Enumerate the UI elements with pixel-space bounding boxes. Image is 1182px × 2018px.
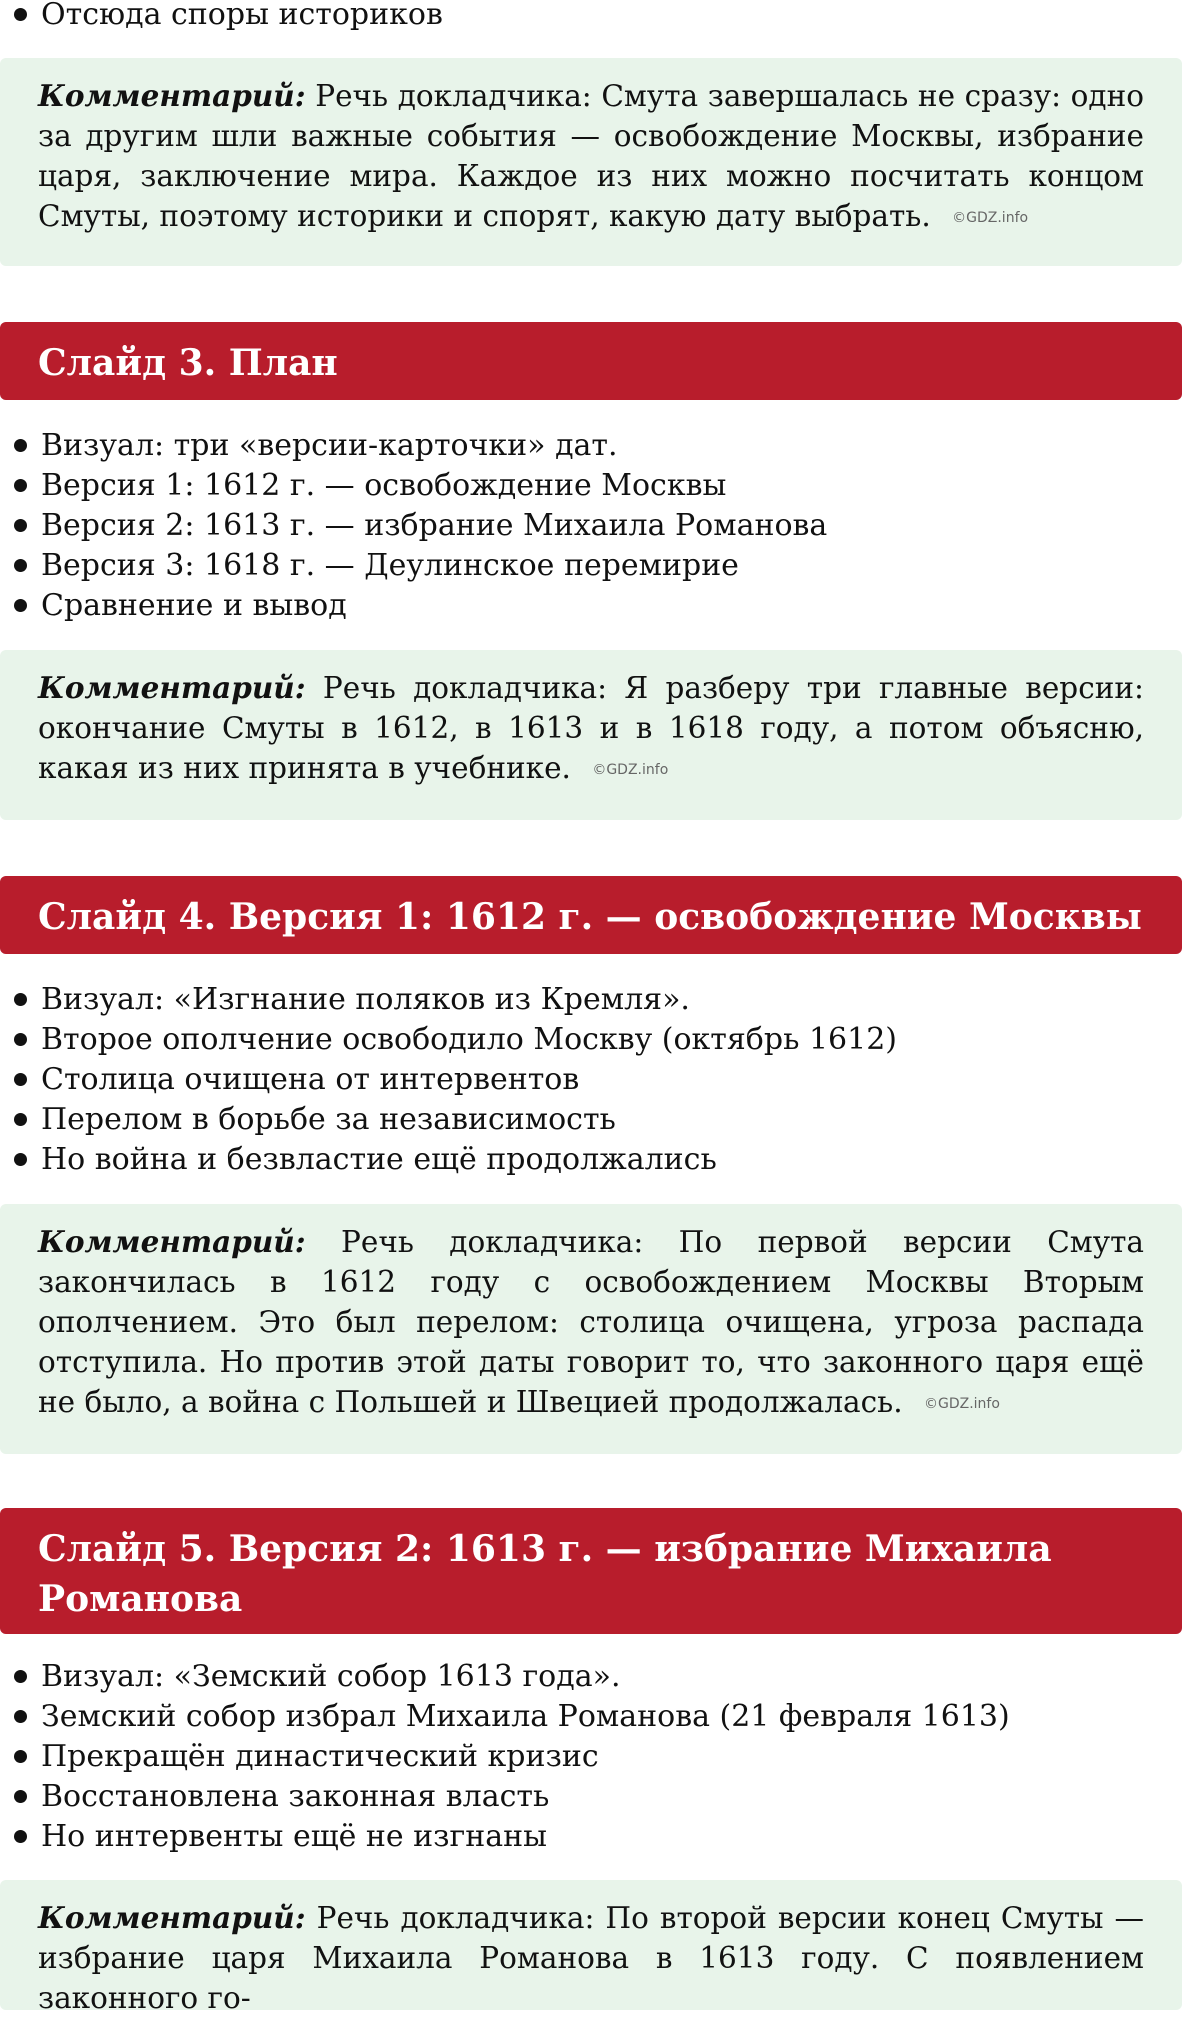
list-item: Восстановлена законная власть [12,1777,1162,1817]
watermark-stamp: ©GDZ.info [952,210,1029,226]
comment-box [0,650,1182,820]
list-item: Второе ополчение освободило Москву (октябрь 1612) [12,1020,1162,1060]
watermark-stamp: ©GDZ.info [592,762,669,778]
bullet-icon [14,519,27,532]
list-item: Столица очищена от интервентов [12,1060,1162,1100]
slide-header [0,876,1182,954]
slide4-bullet-list [12,980,1162,1180]
bullet-icon [14,1790,27,1803]
bullet-icon [14,1113,27,1126]
comment-text: Речь докладчика: По второй версии конец Смуты — избрание царя Михаила Романова в 1613 году. С появлением законного го- [38,1901,1144,2015]
bullet-icon [14,559,27,572]
list-item: Визуал: «Изгнание поляков из Кремля». [12,980,1162,1020]
bullet-icon [14,1153,27,1166]
bullet-icon [14,8,27,21]
list-item: Визуал: «Земский собор 1613 года». [12,1657,1162,1697]
list-item: Версия 3: 1618 г. — Деулинское перемирие [12,546,1162,586]
slide-title: Слайд 4. Версия 1: 1612 г. — освобождение Москвы [38,896,1142,938]
slide3-bullet-list [12,426,1162,626]
slide-title: Слайд 3. План [38,342,338,384]
list-item: Версия 2: 1613 г. — избрание Михаила Романова [12,506,1162,546]
comment-text: Речь докладчика: Я разберу три главные версии: окончание Смуты в 1612, в 1613 и в 1618 году, а потом объясню, какая из них принята в учебнике. [38,671,1144,785]
comment-box [0,58,1182,266]
slide-title: Слайд 5. Версия 2: 1613 г. — избрание Михаила Романова [38,1528,1052,1620]
bullet-icon [14,599,27,612]
list-item: Прекращён династический кризис [12,1737,1162,1777]
bullet-icon [14,993,27,1006]
list-item: Визуал: три «версии-карточки» дат. [12,426,1162,466]
slide-header [0,322,1182,400]
bullet-icon [14,1710,27,1723]
bullet-icon [14,1750,27,1763]
comment-label: Комментарий: [38,78,306,113]
list-item: Отсюда споры историков [12,0,1162,35]
list-item: Перелом в борьбе за независимость [12,1100,1162,1140]
comment-box [0,1204,1182,1454]
comment-label: Комментарий: [38,670,306,705]
list-item: Версия 1: 1612 г. — освобождение Москвы [12,466,1162,506]
list-item: Но интервенты ещё не изгнаны [12,1817,1162,1857]
bullet-icon [14,479,27,492]
comment-label: Комментарий: [38,1224,306,1259]
comment-text: Речь докладчика: Смута завершалась не сразу: одно за другим шли важные события — освобождение Москвы, избрание царя, заключение мира. Каждое из них можно посчитать концом Смуты, поэтому историки и спорят, какую дату выбрать. [38,79,1144,233]
slide5-bullet-list [12,1657,1162,1857]
bullet-icon [14,1033,27,1046]
list-item: Сравнение и вывод [12,586,1162,626]
bullet-icon [14,1830,27,1843]
bullet-icon [14,439,27,452]
top-bullet-list [12,0,1162,35]
list-item: Но война и безвластие ещё продолжались [12,1140,1162,1180]
list-item: Земский собор избрал Михаила Романова (21 февраля 1613) [12,1697,1162,1737]
comment-text: Речь докладчика: По первой версии Смута закончилась в 1612 году с освобождением Москвы Вторым ополчением. Это был перелом: столица очищена, угроза распада отступила. Но против этой даты говорит то, что законного царя ещё не было, а война с Польшей и Швецией продолжалась. [38,1225,1144,1419]
watermark-stamp: ©GDZ.info [924,1396,1000,1412]
bullet-icon [14,1073,27,1086]
comment-box [0,1880,1182,2015]
bullet-icon [14,1670,27,1683]
slide-header [0,1508,1182,1634]
comment-label: Комментарий: [38,1900,306,1935]
